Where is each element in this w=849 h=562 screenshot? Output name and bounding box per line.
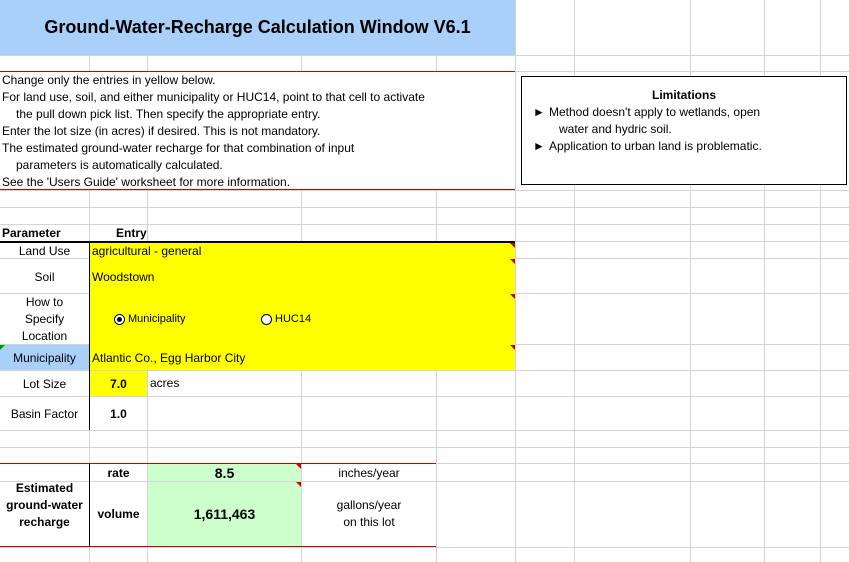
instruction-line: parameters is automatically calculated.: [16, 158, 223, 172]
municipality-dropdown[interactable]: [90, 345, 515, 370]
red-separator: [0, 71, 515, 72]
rate-value-text: 8.5: [214, 464, 235, 481]
volume-value-text: 1,611,463: [193, 506, 256, 522]
instruction-line: For land use, soil, and either municipality or HUC14, point to that cell to activate: [2, 90, 425, 104]
municipality-radio[interactable]: [114, 314, 125, 325]
lot-size-unit: acres: [150, 376, 180, 390]
instruction-line: The estimated ground-water recharge for that combination of input: [2, 141, 355, 155]
instruction-line: See the 'Users Guide' worksheet for more information.: [2, 175, 291, 189]
limitation-item: Application to urban land is problematic.: [549, 139, 762, 153]
comment-indicator-icon: [510, 345, 515, 350]
estimated-recharge-label: [0, 464, 89, 546]
land-use-value: agricultural - general: [92, 244, 202, 258]
municipality-value: Atlantic Co., Egg Harbor City: [92, 350, 246, 365]
parameter-header: Parameter: [2, 226, 61, 240]
land-use-dropdown[interactable]: [90, 243, 515, 259]
location-label-line: Location: [21, 329, 68, 343]
instructions-panel: [0, 71, 515, 190]
soil-dropdown[interactable]: [90, 259, 515, 294]
municipality-radio-label[interactable]: Municipality: [128, 313, 186, 325]
basin-factor-label: Basin Factor: [10, 406, 79, 421]
lot-size-input[interactable]: 7.0: [90, 371, 147, 396]
entry-header: Entry: [116, 226, 147, 240]
location-method-cell: [90, 294, 515, 345]
municipality-label-text: Municipality: [13, 350, 76, 365]
limitations-title: Limitations: [651, 88, 716, 102]
basin-factor-value: 1.0: [110, 406, 127, 421]
comment-indicator-icon: [510, 243, 515, 248]
soil-label: Soil: [34, 269, 55, 284]
comment-indicator-icon: [296, 482, 301, 487]
volume-unit: [302, 482, 436, 546]
volume-value: [148, 482, 301, 546]
comment-indicator-icon: [510, 294, 515, 299]
volume-unit-line: gallons/year: [336, 498, 402, 512]
location-label-line: How to: [25, 295, 64, 309]
rate-label: rate: [107, 465, 130, 480]
estimate-label-line: ground-water: [6, 497, 83, 512]
instruction-line: Enter the lot size (in acres) if desired. This is not mandatory.: [2, 124, 321, 138]
estimate-label-line: Estimated: [15, 480, 74, 495]
instruction-line: Change only the entries in yellow below.: [2, 73, 216, 87]
comment-indicator-icon: [296, 464, 301, 469]
volume-label: volume: [97, 507, 140, 521]
municipality-label: [0, 345, 89, 370]
comment-indicator-icon: [510, 259, 515, 264]
window-title: Ground-Water-Recharge Calculation Window V6.1: [0, 0, 515, 55]
comment-indicator-icon: [0, 345, 5, 350]
huc14-radio-label[interactable]: HUC14: [275, 313, 312, 325]
limitations-box: [521, 76, 847, 185]
land-use-label: Land Use: [18, 244, 71, 258]
location-label-line: Specify: [24, 312, 65, 326]
red-separator: [0, 189, 515, 190]
location-method-label: [0, 294, 89, 345]
rate-unit: inches/year: [338, 465, 400, 480]
rate-value: [148, 464, 301, 481]
instruction-line: the pull down pick list. Then specify the appropriate entry.: [16, 107, 321, 121]
bullet-arrow-icon: ►: [533, 139, 545, 153]
volume-unit-line: on this lot: [343, 515, 395, 529]
estimate-label-line: recharge: [19, 514, 70, 529]
huc14-radio[interactable]: [261, 314, 272, 325]
lot-size-label: Lot Size: [22, 376, 67, 391]
limitation-item: water and hydric soil.: [559, 122, 672, 136]
red-separator: [0, 546, 436, 547]
soil-value: Woodstown: [92, 269, 155, 284]
limitation-item: Method doesn't apply to wetlands, open: [549, 105, 761, 119]
bullet-arrow-icon: ►: [533, 105, 545, 119]
